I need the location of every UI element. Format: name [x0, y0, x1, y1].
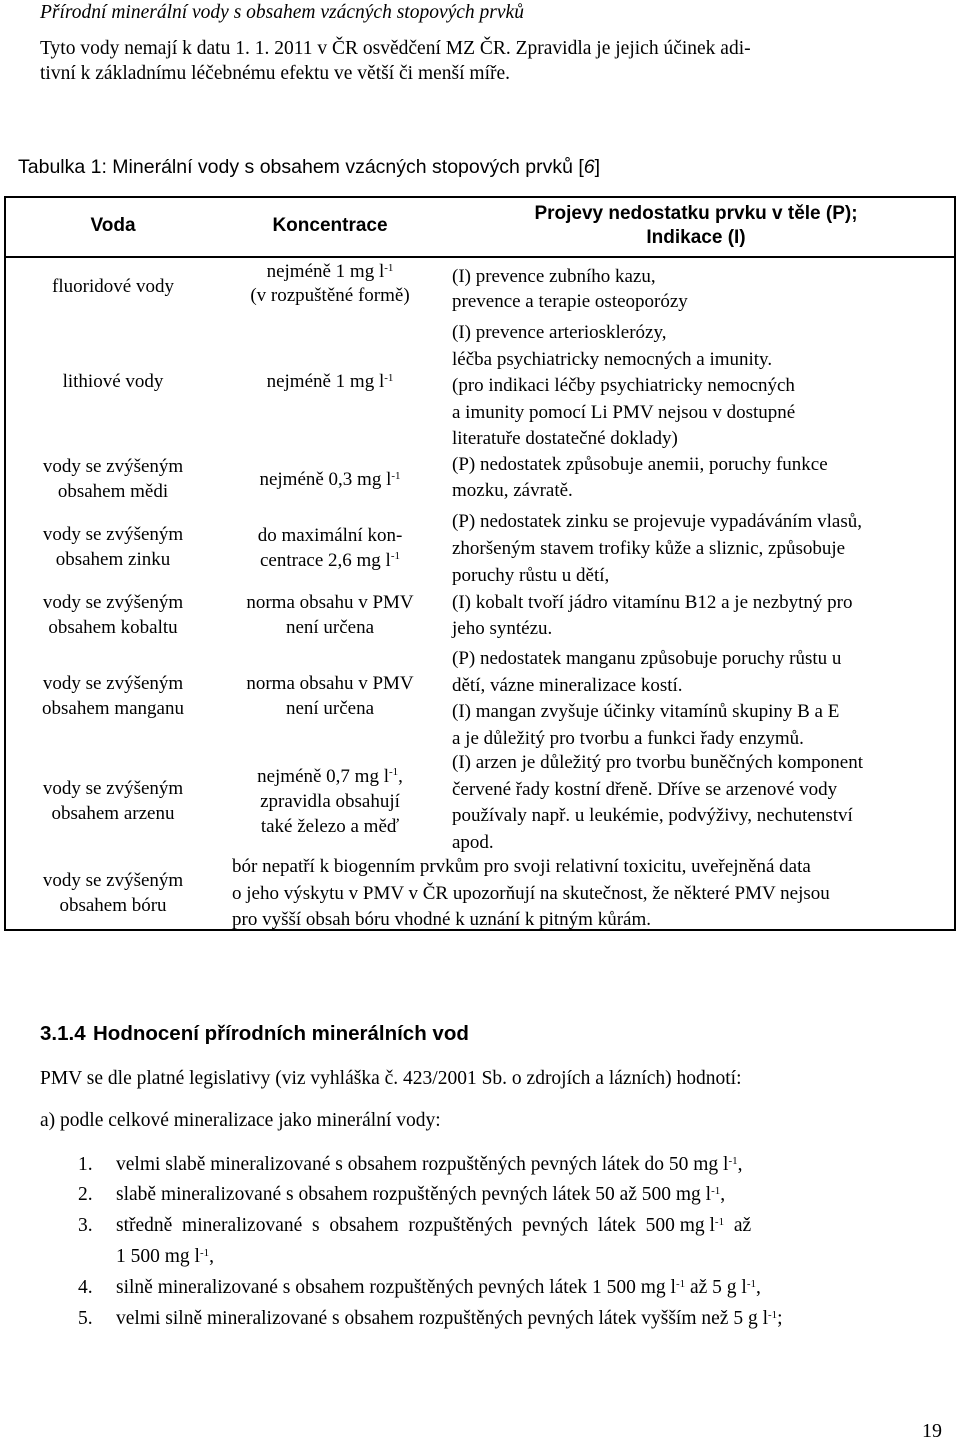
effects-line: (P) nedostatek manganu způsobuje poruchy růstu u	[452, 648, 842, 669]
water-line: obsahem kobaltu	[48, 617, 178, 638]
list-text-main: velmi silně mineralizované s obsahem rozpuštěných pevných látek vyšším než 5 g l	[116, 1308, 768, 1329]
section-italic-heading: Přírodní minerální vody s obsahem vzácných stopových prvků	[40, 2, 524, 23]
row-manganese-conc	[220, 671, 440, 721]
row-arsenic-water	[6, 776, 220, 826]
row-zinc-conc	[220, 523, 440, 573]
water-line: vody se zvýšeným	[42, 524, 184, 545]
intro-line-2: tivní k základnímu léčebnému efektu ve větší či menší míře.	[40, 63, 511, 84]
effects-line: o jeho výskytu v PMV v ČR upozorňují na skutečnost, že některé PMV nejsou	[232, 882, 830, 904]
effects-line: červené řady kostní dřeně. Dříve se arzenové vody	[452, 778, 838, 800]
conc-text: do maximální kon-	[257, 525, 403, 546]
conc-text-2: zpravidla obsahují	[260, 791, 400, 812]
conc-sup: -1	[390, 550, 400, 562]
effects-line: (I) kobalt tvoří jádro vitamínu B12 a je nezbytný pro	[452, 592, 853, 613]
effects-line: bór nepatří k biogenním prvkům pro svoji relativní toxicitu, uveřejněná data	[232, 856, 811, 877]
row-lithium-conc	[220, 370, 440, 394]
list-text-end: ;	[777, 1308, 783, 1329]
table-caption	[18, 156, 600, 179]
minerals-table	[4, 196, 956, 931]
caption-reference: 6	[583, 156, 595, 178]
header-effects-line-2: Indikace (I)	[646, 227, 746, 248]
row-copper-water	[6, 454, 220, 504]
conc-text-2: (v rozpuštěné formě)	[250, 285, 410, 306]
row-cobalt-effects	[452, 590, 946, 642]
section-heading	[40, 1022, 469, 1046]
conc-sup: -1	[384, 372, 394, 384]
conc-sup: -1	[384, 262, 394, 274]
list-text-end: ,	[737, 1154, 743, 1175]
effects-line: a je důležitý pro tvorbu a funkci řady enzymů.	[452, 727, 804, 749]
effects-line: mozku, závratě.	[452, 480, 573, 501]
conc-sup: -1	[391, 470, 401, 482]
paragraph-legislation: PMV se dle platné legislativy (viz vyhláška č. 423/2001 Sb. o zdrojích a lázních) hodnotí:	[40, 1068, 742, 1089]
list-sup: -1	[675, 1278, 686, 1290]
effects-line: (P) nedostatek zinku se projevuje vypadáváním vlasů,	[452, 511, 862, 532]
row-fluoride-conc	[220, 260, 440, 308]
row-lithium-effects	[452, 320, 946, 453]
conc-text: nejméně 1 mg l	[266, 261, 385, 282]
effects-line: (I) mangan zvyšuje účinky vitamínů skupiny B a E	[452, 701, 840, 722]
conc-text: nejméně 0,3 mg l	[259, 469, 392, 490]
row-boron-effects	[232, 854, 948, 934]
effects-line: používaly např. u leukémie, podvýživy, nechutenství	[452, 805, 853, 826]
list-text-main: silně mineralizované s obsahem rozpuštěných pevných látek 1 500 mg l	[116, 1277, 676, 1298]
row-arsenic-effects	[452, 750, 946, 856]
list-text	[116, 1304, 946, 1334]
effects-line: (I) prevence zubního kazu,	[452, 266, 656, 287]
list-sup: -1	[746, 1278, 757, 1290]
effects-line: literatuře dostatečné doklady)	[452, 428, 678, 449]
effects-line: dětí, vázne mineralizace kostí.	[452, 674, 683, 696]
row-fluoride-effects	[452, 264, 946, 314]
row-zinc-effects	[452, 508, 946, 589]
list-text-mid: až 5 g l	[685, 1277, 747, 1298]
list-text-end: až	[724, 1215, 752, 1236]
row-copper-conc	[220, 468, 440, 492]
effects-line: (P) nedostatek způsobuje anemii, poruchy funkce	[452, 454, 828, 475]
list-number: 2.	[78, 1184, 93, 1205]
list-text-main: středně mineralizované s obsahem rozpuštěných pevných látek 500 mg l	[116, 1215, 715, 1236]
effects-line: a imunity pomocí Li PMV nejsou v dostupné	[452, 401, 796, 423]
effects-line: jeho syntézu.	[452, 618, 553, 639]
list-number: 4.	[78, 1277, 93, 1298]
effects-line: poruchy růstu u dětí,	[452, 565, 610, 586]
list-text-main: slabě mineralizované s obsahem rozpuštěných pevných látek 50 až 500 mg l	[116, 1184, 712, 1205]
conc-text: norma obsahu v PMV	[246, 673, 414, 694]
table-header-divider	[6, 256, 954, 258]
conc-comma: ,	[398, 766, 403, 787]
section-number: 3.1.4	[40, 1022, 86, 1045]
effects-line: pro vyšší obsah bóru vhodné k uznání k pitným kůrám.	[232, 909, 652, 930]
caption-prefix: Tabulka 1: Minerální vody s obsahem vzácných stopových prvků [	[18, 156, 584, 178]
effects-line: apod.	[452, 831, 494, 853]
list-text	[116, 1242, 946, 1272]
intro-paragraph	[40, 36, 945, 86]
header-effects-line-1: Projevy nedostatku prvku v těle (P);	[534, 203, 858, 224]
row-arsenic-conc	[220, 764, 440, 839]
water-line: obsahem mědi	[57, 481, 169, 502]
list-text	[116, 1273, 946, 1303]
conc-sup: -1	[389, 766, 399, 778]
list-number: 1.	[78, 1154, 93, 1175]
caption-suffix: ]	[594, 156, 601, 178]
water-line: vody se zvýšeným	[42, 592, 184, 613]
header-effects	[446, 202, 946, 250]
effects-line: zhoršeným stavem trofiky kůže a sliznic, způsobuje	[452, 538, 846, 559]
effects-line: (pro indikaci léčby psychiatricky nemocných	[452, 375, 795, 396]
conc-text: norma obsahu v PMV	[246, 592, 414, 613]
water-line: obsahem bóru	[59, 895, 167, 916]
effects-line: prevence a terapie osteoporózy	[452, 291, 688, 312]
row-copper-effects	[452, 452, 946, 504]
list-sup: -1	[714, 1216, 725, 1228]
water-line: obsahem manganu	[42, 698, 184, 719]
list-sup: -1	[728, 1155, 738, 1167]
water-line: vody se zvýšeným	[42, 870, 184, 891]
effects-line: léčba psychiatricky nemocných a imunity.	[452, 348, 773, 370]
header-water: Voda	[90, 215, 136, 236]
water-line: vody se zvýšeným	[42, 673, 184, 694]
list-number: 5.	[78, 1308, 93, 1329]
list-sup: -1	[768, 1309, 778, 1321]
water-line: obsahem arzenu	[51, 803, 175, 824]
list-text-end: ,	[209, 1246, 215, 1267]
conc-text-2: centrace 2,6 mg l	[259, 550, 391, 571]
list-text-main: 1 500 mg l	[116, 1246, 200, 1267]
list-text	[116, 1150, 946, 1180]
conc-text: nejméně 1 mg l	[266, 371, 385, 392]
row-zinc-water	[6, 522, 220, 572]
conc-text-2: není určena	[285, 617, 375, 638]
water-line: obsahem zinku	[55, 549, 171, 570]
list-text	[116, 1211, 946, 1241]
effects-line: (I) arzen je důležitý pro tvorbu buněčných komponent	[452, 752, 863, 773]
list-text-end: ,	[720, 1184, 726, 1205]
list-text-end: ,	[756, 1277, 761, 1298]
conc-text-3: také železo a měď	[260, 816, 400, 837]
water-line: vody se zvýšeným	[42, 456, 184, 477]
conc-text-2: není určena	[285, 698, 375, 719]
row-cobalt-conc	[220, 590, 440, 640]
list-text	[116, 1180, 946, 1210]
page-number: 19	[922, 1420, 942, 1442]
list-text-main: velmi slabě mineralizované s obsahem rozpuštěných pevných látek do 50 mg l	[116, 1154, 729, 1175]
row-manganese-effects	[452, 646, 946, 752]
list-sup: -1	[711, 1185, 721, 1197]
effects-line: (I) prevence arteriosklerózy,	[452, 322, 667, 343]
water-line: vody se zvýšeným	[42, 778, 184, 799]
row-boron-water	[6, 868, 220, 918]
row-lithium-water: lithiové vody	[62, 371, 164, 392]
row-manganese-water	[6, 671, 220, 721]
list-number: 3.	[78, 1215, 93, 1236]
intro-line-1: Tyto vody nemají k datu 1. 1. 2011 v ČR osvědčení MZ ČR. Zpravidla je jejich účinek adi-	[40, 38, 751, 59]
row-cobalt-water	[6, 590, 220, 640]
list-sup: -1	[199, 1247, 210, 1259]
conc-text: nejméně 0,7 mg l	[257, 766, 389, 787]
paragraph-mineralization: a) podle celkové mineralizace jako minerální vody:	[40, 1110, 441, 1131]
section-title: Hodnocení přírodních minerálních vod	[93, 1022, 469, 1045]
header-concentration: Koncentrace	[272, 215, 388, 236]
row-fluoride-water: fluoridové vody	[52, 276, 174, 297]
